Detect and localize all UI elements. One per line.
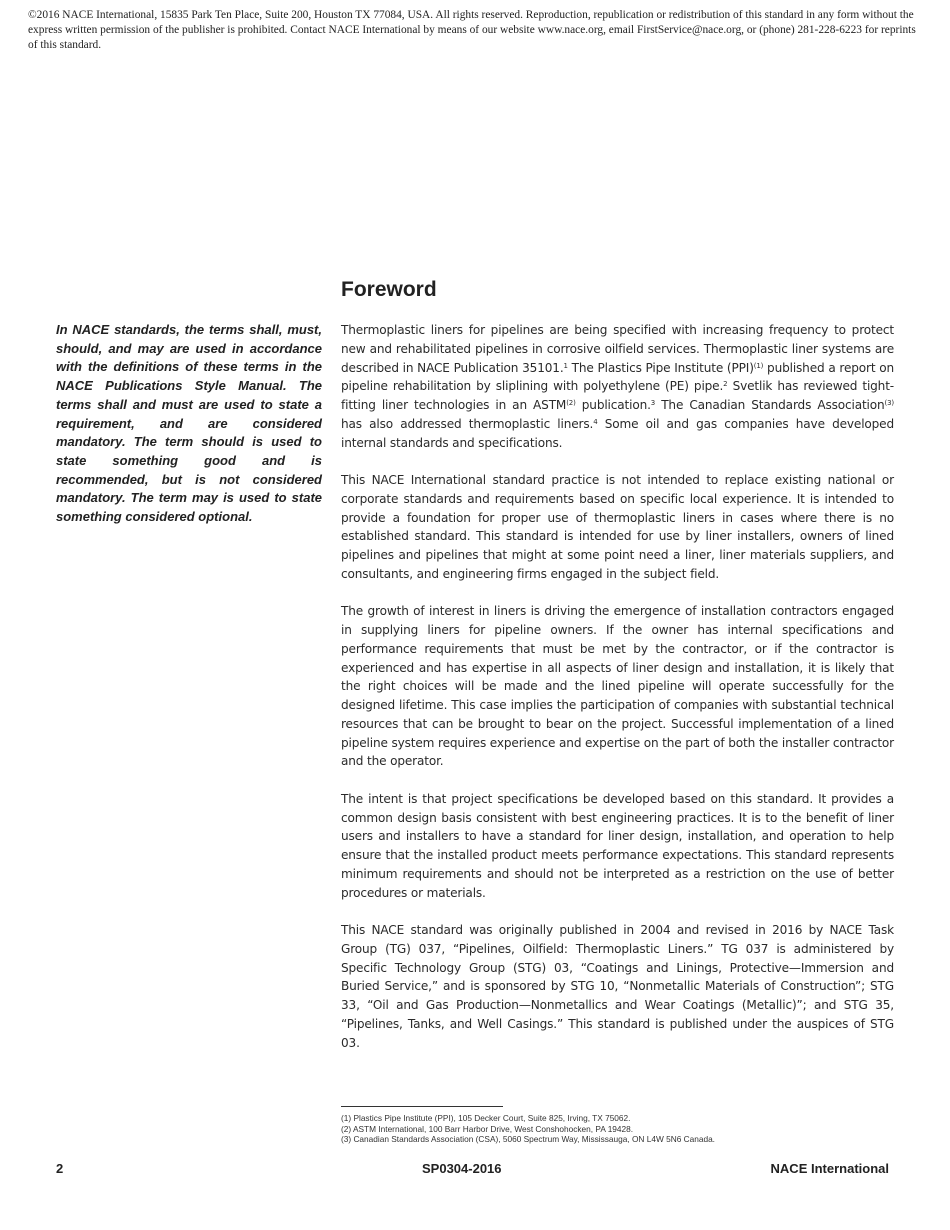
footnote-superscript: (2) <box>566 399 576 407</box>
foreword-paragraph-1: Thermoplastic liners for pipelines are being specified with increasing frequency to protect new and rehabilitated pipelines in corrosive oilfield services. Thermoplastic liner systems are described in NACE Publication 35101.$^1$ The Plastics Pipe Institute (PPI)$^{(1)}$ published a report on pipeline rehabilitation by sliplining with polyethylene (PE) pipe.$^2$ Svetlik has reviewed tight-fitting liner technologies in an ASTM$^{(2)}$ publication.$^3$ The Canadian Standards Association$^{(3)}$ has also addressed thermoplastic liners.$^4$ Some oil and gas companies have developed internal standards and specifications. <box>341 323 895 450</box>
foreword-paragraph-5: This NACE standard was originally published in 2004 and revised in 2016 by NACE Task Group (TG) 037, “Pipelines, Oilfield: Thermoplastic Liners.” TG 037 is administered by Specific Technology Group (STG) 03, “Coatings and Linings, Protective—Immersion and Buried Service,” and is sponsored by STG 10, “Nonmetallic Materials of Construction”; STG 33, “Oil and Gas Production—Nonmetallics and Wear Coatings (Metallic)”; and STG 35, “Pipelines, Tanks, and Well Casings.” This standard is published under the auspices of STG 03. <box>341 923 894 1050</box>
foreword-paragraph-4: The intent is that project specifications be developed based on this standard. It provides a common design basis consistent with best engineering practices. It is to the benefit of liner users and installers to have a standard for liner design, installation, and operation to help ensure that the installed product meets performance expectations. This standard represents minimum requirements and should not be interpreted as a restriction on the use of better procedures or materials. <box>341 791 894 900</box>
reference-superscript: 2 <box>723 380 728 389</box>
footnote-superscript: (1) <box>753 361 764 370</box>
foreword-body <box>341 321 894 1071</box>
organization-name: NACE International <box>770 1161 889 1176</box>
terms-definition-note: In NACE standards, the terms shall, must, should, and may are used in accordance with the definitions of these terms in the NACE Publications Style Manual. The terms shall and must are used to state a requirement, and are considered mandatory. The term should is used to state something good and is recommended, but is not considered mandatory. The term may is used to state something considered optional. <box>56 322 322 525</box>
page-number: 2 <box>56 1161 64 1176</box>
footnote-2: (2) ASTM International, 100 Barr Harbor Drive, West Conshohocken, PA 19428. <box>341 1123 634 1134</box>
footnote-1: (1) Plastics Pipe Institute (PPI), 105 Decker Court, Suite 825, Irving, TX 75062. <box>341 1113 631 1123</box>
footnotes <box>341 1113 901 1145</box>
footnote-superscript: (3) <box>884 399 895 407</box>
reference-superscript: 3 <box>650 399 656 407</box>
footnote-divider <box>341 1106 503 1107</box>
footnote-3: (3) Canadian Standards Association (CSA), 5060 Spectrum Way, Mississauga, ON L4W 5N6 Canada. <box>341 1134 715 1145</box>
reference-superscript: 4 <box>593 417 598 426</box>
document-id: SP0304-2016 <box>422 1161 502 1176</box>
foreword-paragraph-3: The growth of interest in liners is driving the emergence of installation contractors engaged in supplying liners for pipeline owners. If the owner has internal specifications and performance requirements that must be met by the contractor, or if the contractor is experienced and has expertise in all aspects of liner design and installation, it is likely that the right choices will be made and the lined pipeline will operate successfully for the designed lifetime. This case implies the participation of companies with substantial technical resources that can be brought to bear on the project. Successful implementation of a lined pipeline system requires experience and expertise on the part of both the installer contractor and the operator. <box>341 604 894 769</box>
copyright-notice: ©2016 NACE International, 15835 Park Ten Place, Suite 200, Houston TX 77084, USA. All rights reserved. Reproduction, republication or redistribution of this standard in any form without the express written permission of the publisher is prohibited. Contact NACE International by means of our website www.nace.org, email FirstService@nace.org, or (phone) 281-228-6223 for reprints of this standard. <box>28 9 916 51</box>
reference-superscript: 1 <box>563 361 568 370</box>
foreword-paragraph-2: This NACE International standard practice is not intended to replace existing national or corporate standards and requirements based on specific local experience. It is intended to provide a foundation for proper use of thermoplastic liners in cases where there is no established standard. This standard is intended for use by liner installers, owners of lined pipelines and pipelines that might at some point need a liner, liner materials suppliers, and consultants, and engineering firms engaged in the subject field. <box>341 473 894 581</box>
section-title: Foreword <box>341 278 437 301</box>
